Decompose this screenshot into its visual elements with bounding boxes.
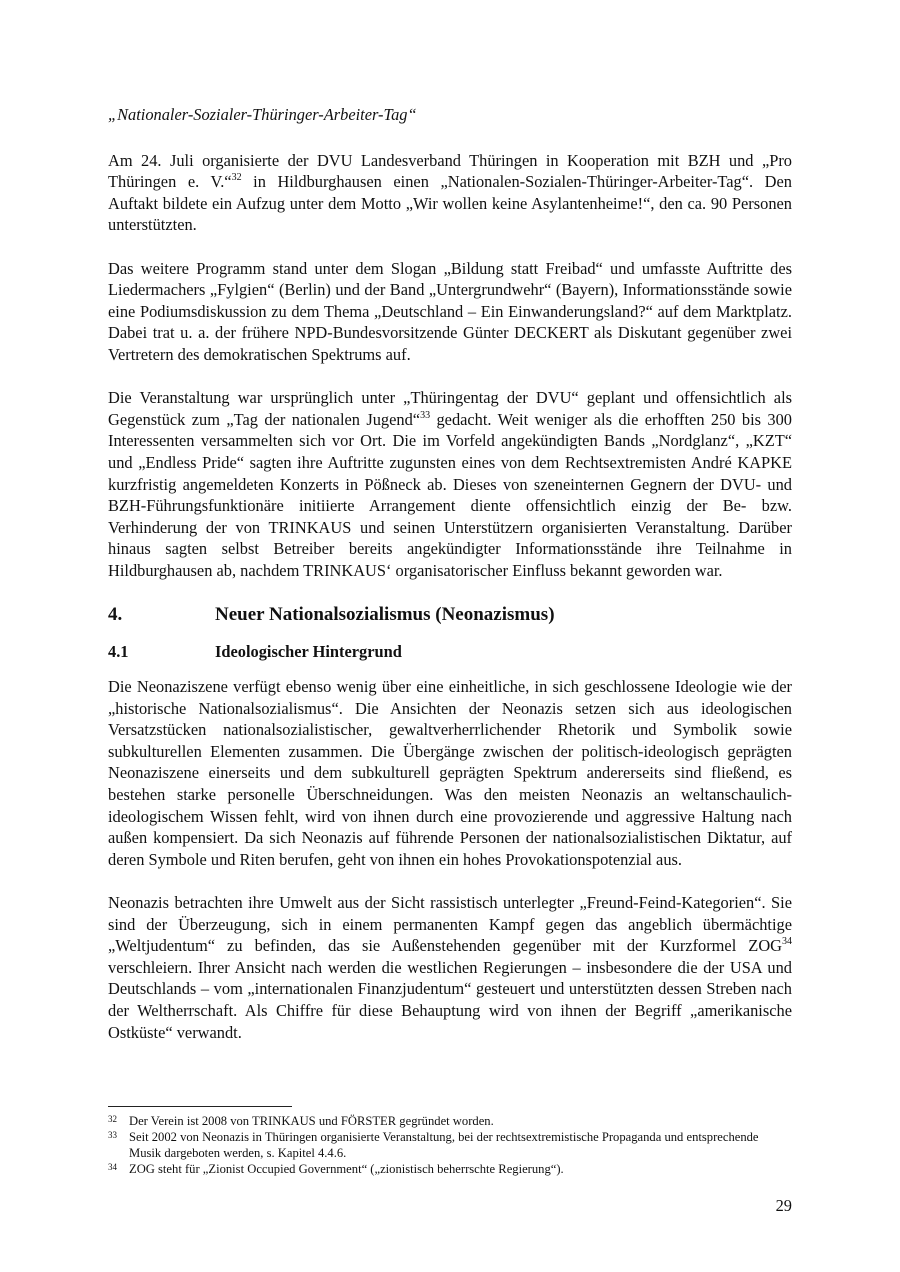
section-number: 4.1 (108, 642, 129, 662)
footnote-number: 34 (108, 1162, 117, 1172)
paragraph-1 (108, 150, 792, 236)
text: in Hildburghausen einen „Nationalen-Sozialen-Thüringer-Arbeiter-Tag“. Den Auftakt bildete ein Aufzug unter dem Motto „Wir wollen keine Asylantenheime!“, den ca. 90 Personen unterstützten. (108, 172, 792, 235)
footnote-number: 32 (108, 1114, 117, 1124)
footnote-ref-32[interactable]: 32 (231, 172, 242, 184)
document-body (108, 104, 792, 1043)
footnote (108, 1113, 792, 1129)
paragraph-3 (108, 387, 792, 581)
chapter-heading (108, 603, 792, 627)
text: gedacht. Weit weniger als die erhofften 250 bis 300 Interessenten versammelten sich vor Ort. Die im Vorfeld angekündigten Bands „Nordglanz“, „KZT“ und „Endless Pride“ sagten ihre Auftritte zugunsten eines von dem Rechtsextremisten André KAPKE kurzfristig angemeldeten Konzerts in Pößneck ab. Dieses von szeneinternen Gegnern der DVU- und BZH-Führungsfunktionäre initiierte Arrangement diente offensichtlich einzig der Be- bzw. Verhinderung der von TRINKAUS und seinen Unterstützern organisierten Veranstaltung. Darüber hinaus sagten selbst Betreiber bereits angekündigter Informationsstände ihre Teilnahme in Hildburghausen ab, nachdem TRINKAUS‘ organisatorischer Einfluss bekannt geworden war. (108, 409, 792, 580)
text: Die Veranstaltung war ursprünglich unter „Thüringentag der DVU“ geplant und offensichtlich als Gegenstück zum „Tag der nationalen Jugend“ (108, 388, 792, 429)
text: Am 24. Juli organisierte der DVU Landesverband Thüringen in Kooperation mit BZH und „Pro Thüringen e. V.“ (108, 150, 792, 192)
chapter-number: 4. (108, 604, 123, 626)
footnote-ref-33[interactable]: 33 (420, 409, 431, 421)
text: verschleiern. Ihrer Ansicht nach werden die westlichen Regierungen – insbesondere die der USA und Deutschlands – vom „internationalen Finanzjudentum“ gesteuert und unterstützten dessen Streben nach der Weltherrschaft. Als Chiffre für diese Behauptung wird von ihnen der Begriff „amerikanische Ostküste“ verwandt. (108, 957, 792, 1042)
footnote-separator (108, 1106, 292, 1107)
paragraph-5 (108, 892, 792, 1043)
chapter-title: Neuer Nationalsozialismus (Neonazismus) (215, 604, 555, 626)
footnote-text: Der Verein ist 2008 von TRINKAUS und FÖRSTER gegründet worden. (129, 1114, 494, 1128)
footnote-ref-34[interactable]: 34 (782, 936, 792, 948)
page-number: 29 (775, 1196, 792, 1215)
text: Neonazis betrachten ihre Umwelt aus der Sicht rassistisch unterlegter „Freund-Feind-Kategorien“. Sie sind der Überzeugung, sich in einem permanenten Kampf gegen das angeblich übermächtige „Weltjudentum“ zu befinden, das sie Außenstehenden gegenüber mit der Kurzformel ZOG (108, 893, 792, 956)
section-title: Ideologischer Hintergrund (215, 642, 402, 662)
section-heading (108, 641, 792, 662)
footnotes (108, 1113, 792, 1177)
footnote-number: 33 (108, 1130, 117, 1140)
footnote (108, 1129, 792, 1161)
paragraph-2: Das weitere Programm stand unter dem Slogan „Bildung statt Freibad“ und umfasste Auftritte des Liedermachers „Fylgien“ (Berlin) und der Band „Untergrundwehr“ (Bayern), Informationsstände sowie eine Podiumsdiskussion zu dem Thema „Deutschland – Ein Einwanderungsland?“ auf dem Marktplatz. Dabei trat u. a. der frühere NPD-Bundesvorsitzende Günter DECKERT als Diskutant gegenüber zwei Vertretern des demokratischen Spektrums auf. (108, 258, 792, 364)
footnote (108, 1161, 792, 1177)
paragraph-4: Die Neonaziszene verfügt ebenso wenig über eine einheitliche, in sich geschlossene Ideologie wie der „historische Nationalsozialismus“. Die Ansichten der Neonazis setzen sich aus ideologischen Versatzstücken nationalsozialistischer, gewaltverherrlichender Rhetorik und Symbolik sowie subkulturellen Elementen zusammen. Die Übergänge zwischen der politisch-ideologisch geprägten Neonaziszene einerseits und dem subkulturell geprägten Spektrum andererseits sind fließend, es bestehen starke personelle Überschneidungen. Was den meisten Neonazis an weltanschaulich-ideologischem Wissen fehlt, wird von ihnen durch eine provozierende und aggressive Haltung nach außen kompensiert. Da sich Neonazis auf führende Personen der nationalsozialistischen Diktatur, auf deren Symbole und Riten berufen, geht von ihnen ein hohes Provokationspotenzial aus. (108, 677, 792, 869)
footnote-text: ZOG steht für „Zionist Occupied Government“ („zionistisch beherrschte Regierung“). (129, 1162, 564, 1176)
footnote-text: Seit 2002 von Neonazis in Thüringen organisierte Veranstaltung, bei der rechtsextremistische Propaganda und entsprechende Musik dargeboten werden, s. Kapitel 4.4.6. (129, 1130, 759, 1160)
section-subtitle: „Nationaler-Sozialer-Thüringer-Arbeiter-Tag“ (108, 105, 417, 124)
